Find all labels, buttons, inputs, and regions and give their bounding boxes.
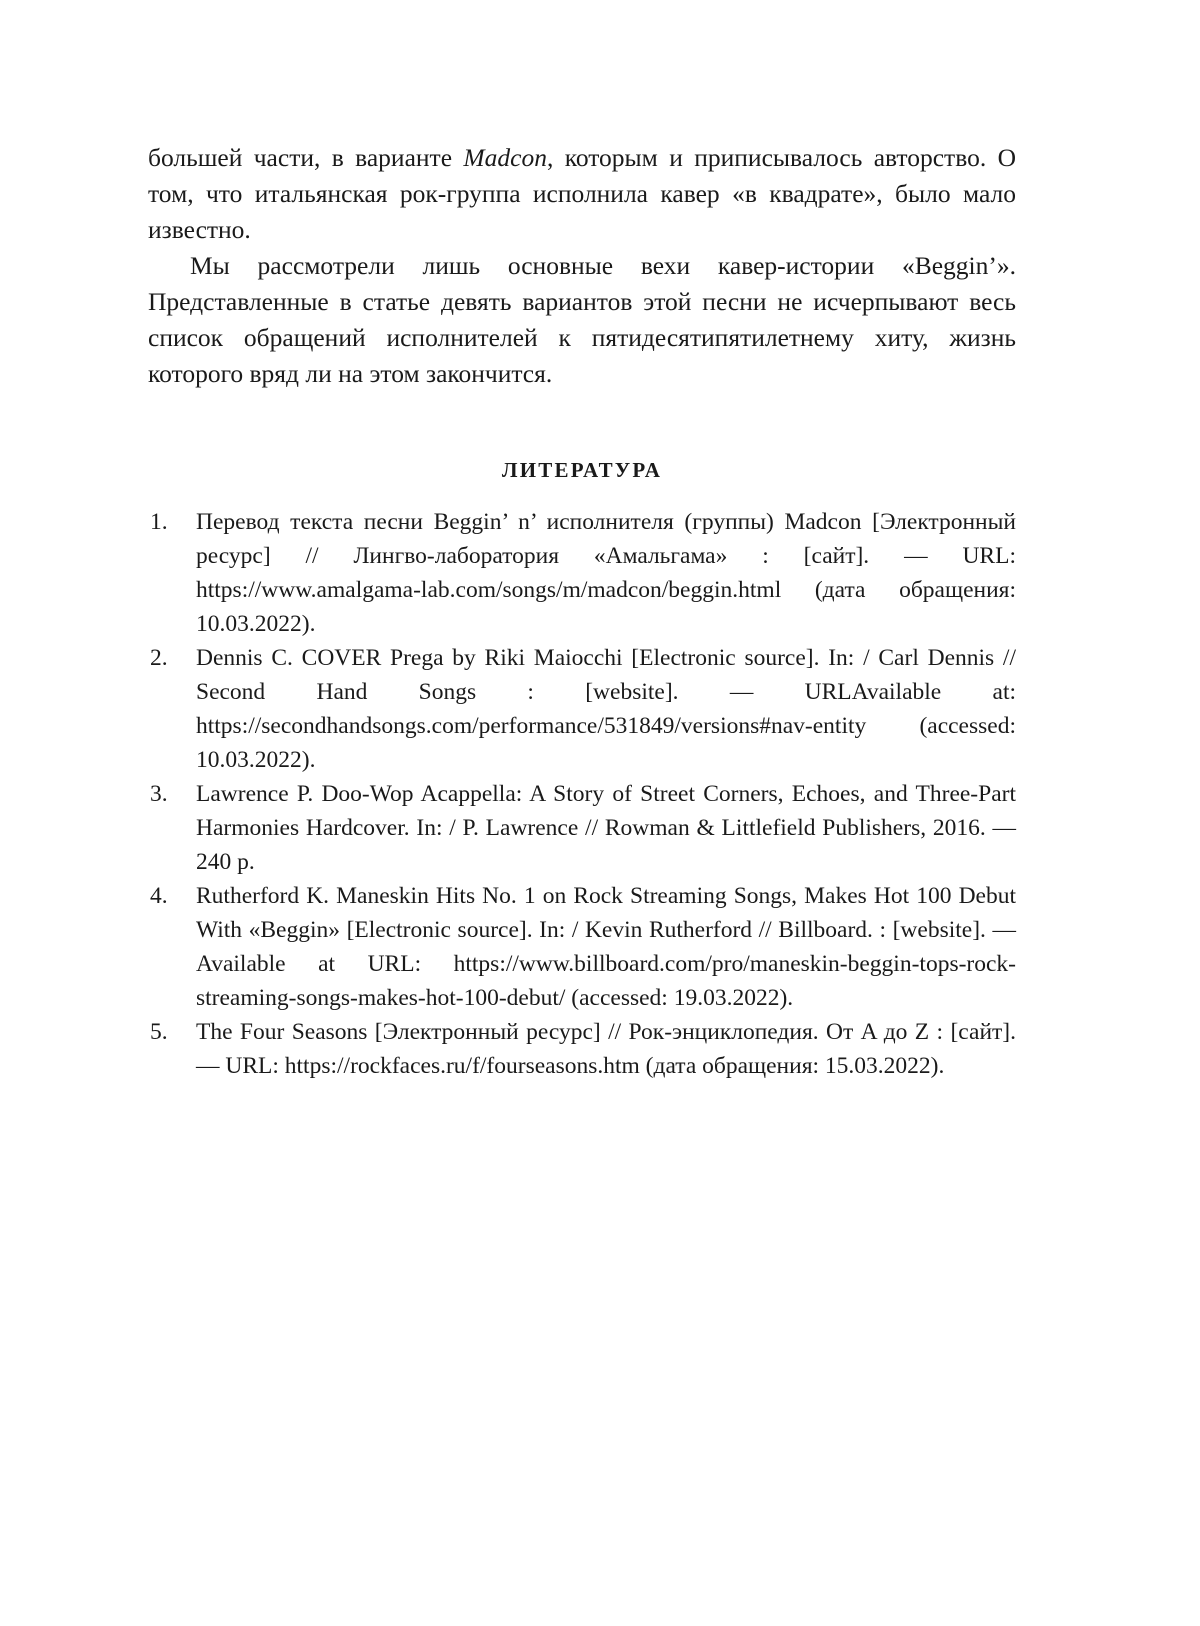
- reference-item: Перевод текста песни Beggin’ n’ исполнителя (группы) Madcon [Электронный ресурс] // Лингво-лаборатория «Амальгама» : [сайт]. — URL: https://www.amalgama-lab.com/songs/m/madcon/beggin.html (дата обращения: 10.03.2022).: [196, 509, 1016, 637]
- reference-item: Lawrence P. Doo-Wop Acappella: A Story of Street Corners, Echoes, and Three-Part Harmonies Hardcover. In: / P. Lawrence // Rowman & Littlefield Publishers, 2016. — 240 p.: [196, 781, 1016, 875]
- paragraph-continuation: [148, 140, 1016, 248]
- reference-item: The Four Seasons [Электронный ресурс] // Рок-энциклопедия. От A до Z : [сайт]. — URL: https://rockfaces.ru/f/fourseasons.htm (дата обращения: 15.03.2022).: [196, 1019, 1016, 1079]
- italic-term-madcon: Madcon: [463, 143, 547, 172]
- references-list: [148, 505, 1016, 1083]
- page-content: [148, 140, 1016, 1083]
- paragraph-lead-text: большей части, в варианте: [148, 143, 464, 172]
- reference-item: Dennis C. COVER Prega by Riki Maiocchi [Electronic source]. In: / Carl Dennis // Second Hand Songs : [website]. — URLAvailable at: https://secondhandsongs.com/performance/531849/versions#nav-entity (accessed: 10.03.2022).: [196, 645, 1016, 773]
- paragraph-tail-text: , которым и приписывалось авторство. О том, что итальянская рок-группа исполнила кавер «в квадрате», было мало известно.: [148, 143, 1016, 244]
- references-heading: ЛИТЕРАТУРА: [501, 458, 663, 482]
- reference-item: Rutherford K. Maneskin Hits No. 1 on Rock Streaming Songs, Makes Hot 100 Debut With «Beggin» [Electronic source]. In: / Kevin Rutherford // Billboard. : [website]. — Available at URL: https://www.billboard.com/pro/maneskin-beggin-tops-rock-streaming-songs-makes-hot-100-debut/ (accessed: 19.03.2022).: [196, 883, 1016, 1011]
- paragraph-conclusion: Мы рассмотрели лишь основные вехи кавер-истории «Beggin’». Представленные в статье девять вариантов этой песни не исчерпывают весь список обращений исполнителей к пятидесятипятилетнему хиту, жизнь которого вряд ли на этом закончится.: [148, 251, 1016, 388]
